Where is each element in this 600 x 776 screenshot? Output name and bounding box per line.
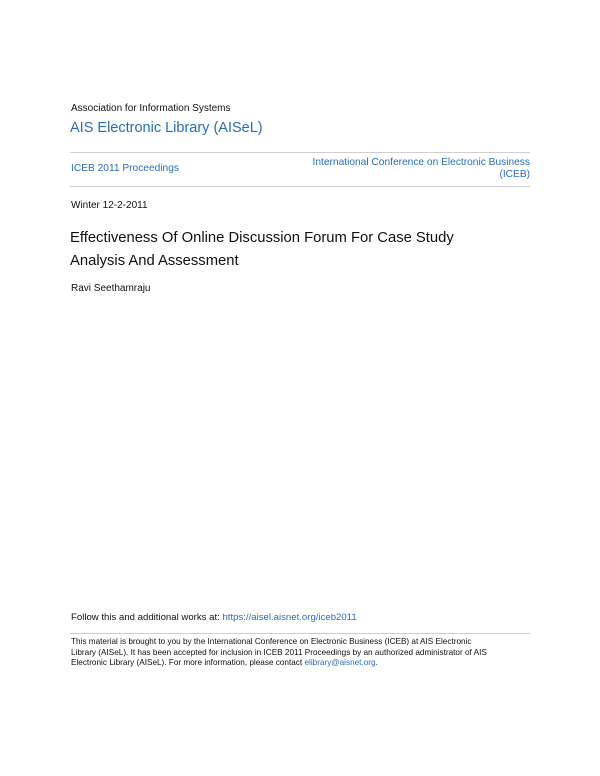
divider-middle: [70, 186, 530, 187]
contact-email-link[interactable]: elibrary@aisnet.org: [304, 658, 376, 668]
conference-name: International Conference on Electronic Business: [312, 157, 530, 168]
title-line-1: Effectiveness Of Online Discussion Forum For Case Study: [70, 230, 454, 246]
conference-abbrev: (ICEB): [499, 169, 530, 180]
conference-link[interactable]: [280, 157, 530, 181]
follow-text: Follow this and additional works at:: [71, 612, 223, 623]
notice-line-3: Electronic Library (AISeL). For more information, please contact: [71, 658, 305, 668]
paper-title: [70, 227, 500, 273]
title-line-2: Analysis And Assessment: [70, 253, 239, 269]
author-name: Ravi Seethamraju: [71, 283, 151, 294]
notice-period: .: [375, 658, 378, 668]
notice-line-1: This material is brought to you by the International Conference on Electronic Business (ICEB) at AIS Electronic: [71, 637, 472, 646]
proceedings-link[interactable]: ICEB 2011 Proceedings: [71, 163, 179, 174]
divider-top: [70, 152, 530, 153]
publication-date: Winter 12-2-2011: [71, 200, 148, 211]
collection-url-link[interactable]: https://aisel.aisnet.org/iceb2011: [222, 612, 357, 623]
notice-line-2: Library (AISeL). It has been accepted for inclusion in ICEB 2011 Proceedings by an authorized administrator of AIS: [71, 647, 487, 657]
copyright-notice: [71, 637, 533, 669]
library-link[interactable]: AIS Electronic Library (AISeL): [70, 120, 263, 136]
organization-name: Association for Information Systems: [71, 103, 231, 114]
follow-line: [71, 612, 357, 623]
divider-footer: [70, 633, 530, 634]
